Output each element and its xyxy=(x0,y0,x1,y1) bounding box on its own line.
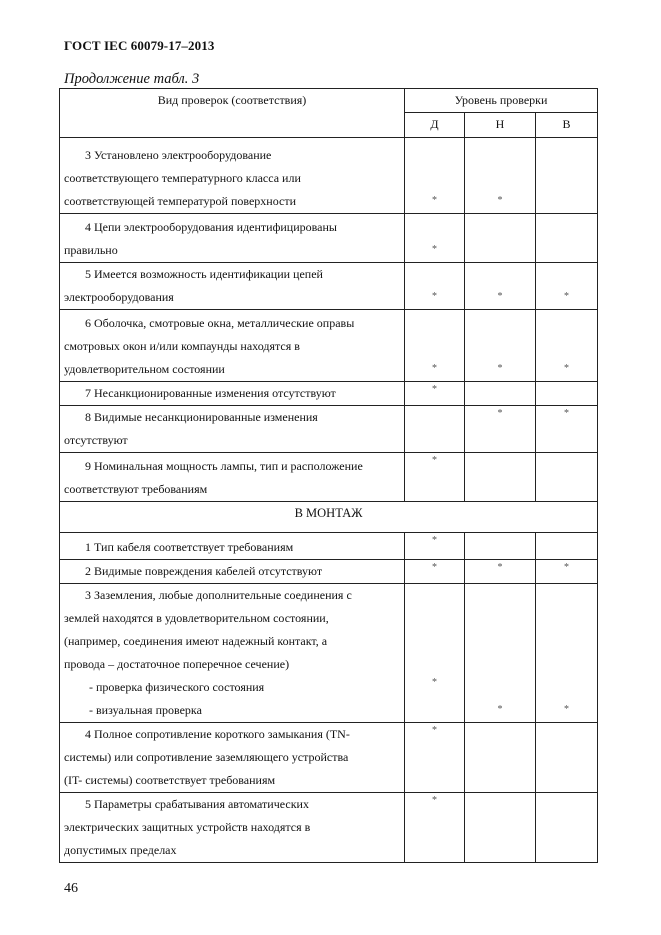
level-v-cell xyxy=(536,453,598,502)
table-row xyxy=(60,310,598,382)
level-v-cell xyxy=(536,214,598,263)
level-v-cell xyxy=(536,584,598,723)
level-v-cell xyxy=(536,310,598,382)
mark-d: * xyxy=(432,535,437,546)
check-description: 6 Оболочка, смотровые окна, металлические оправы смотровых окон и/или компаунды находятся в удовлетворительном состоянии xyxy=(60,310,405,382)
inspection-table xyxy=(59,88,598,863)
mark-d: * xyxy=(432,795,437,806)
level-n-cell xyxy=(465,310,536,382)
check-description: 9 Номинальная мощность лампы, тип и расположение соответствуют требованиям xyxy=(60,453,405,502)
table-caption: Продолжение табл. 3 xyxy=(64,71,200,87)
mark-d: * xyxy=(432,291,437,302)
check-description: 5 Параметры срабатывания автоматических электрических защитных устройств находятся в допустимых пределах xyxy=(60,793,405,863)
level-v-cell xyxy=(536,533,598,560)
table-row xyxy=(60,453,598,502)
level-n-cell xyxy=(465,214,536,263)
col-header-level: Уровень проверки xyxy=(405,89,598,113)
level-d-cell xyxy=(405,723,465,793)
level-v-cell xyxy=(536,406,598,453)
mark-d: * xyxy=(432,195,437,206)
mark-d: * xyxy=(432,562,437,573)
level-n-cell xyxy=(465,382,536,406)
level-d-cell xyxy=(405,382,465,406)
mark-d: * xyxy=(432,455,437,466)
section-row xyxy=(60,502,598,533)
mark-n: * xyxy=(497,363,503,374)
check-description: 3 Установлено электрооборудование соответствующего температурного класса или соответствующей температурой поверхности xyxy=(60,138,405,214)
check-description: 1 Тип кабеля соответствует требованиям xyxy=(60,533,405,560)
check-description: 4 Цепи электрооборудования идентифицированы правильно xyxy=(60,214,405,263)
table-row xyxy=(60,406,598,453)
mark-d: * xyxy=(432,725,437,736)
level-v-cell xyxy=(536,138,598,214)
table-row xyxy=(60,214,598,263)
mark-d: * xyxy=(432,363,437,374)
table-row xyxy=(60,138,598,214)
check-description: 8 Видимые несанкционированные изменения отсутствуют xyxy=(60,406,405,453)
mark-v: * xyxy=(564,363,569,374)
check-description: 7 Несанкционированные изменения отсутствуют xyxy=(60,382,405,406)
mark-n: * xyxy=(497,562,503,573)
table-row xyxy=(60,793,598,863)
level-d-cell xyxy=(405,533,465,560)
check-description: 3 Заземления, любые дополнительные соединения с землей находятся в удовлетворительном состоянии, (например, соединения имеют надежный контакт, а провода – достаточное поперечное сечение) - проверка физического состояния - визуальная проверка xyxy=(60,584,405,723)
level-d-cell xyxy=(405,560,465,584)
col-header-n: Н xyxy=(465,113,536,138)
col-header-d: Д xyxy=(405,113,465,138)
table-row xyxy=(60,382,598,406)
level-n-cell xyxy=(465,263,536,310)
level-n-cell xyxy=(465,453,536,502)
level-v-cell xyxy=(536,560,598,584)
level-d-cell xyxy=(405,793,465,863)
mark-n: * xyxy=(497,704,503,715)
level-d-cell xyxy=(405,453,465,502)
level-n-cell xyxy=(465,584,536,723)
level-d-cell xyxy=(405,263,465,310)
level-n-cell xyxy=(465,793,536,863)
mark-v: * xyxy=(564,291,569,302)
mark-d: * xyxy=(432,384,437,395)
level-n-cell xyxy=(465,406,536,453)
table-row xyxy=(60,263,598,310)
table-row xyxy=(60,560,598,584)
mark-n: * xyxy=(497,408,503,419)
level-d-cell xyxy=(405,214,465,263)
level-d-cell xyxy=(405,584,465,723)
check-description: 5 Имеется возможность идентификации цепей электрооборудования xyxy=(60,263,405,310)
level-v-cell xyxy=(536,723,598,793)
table-header-row xyxy=(60,89,598,113)
mark-d: * xyxy=(432,677,437,688)
table-row xyxy=(60,584,598,723)
mark-d: * xyxy=(432,244,437,255)
level-d-cell xyxy=(405,310,465,382)
level-d-cell xyxy=(405,138,465,214)
table-row xyxy=(60,533,598,560)
level-v-cell xyxy=(536,382,598,406)
level-n-cell xyxy=(465,723,536,793)
check-description: 4 Полное сопротивление короткого замыкания (TN- системы) или сопротивление заземляющего устройства (IT- системы) соответствует требованиям xyxy=(60,723,405,793)
level-n-cell xyxy=(465,533,536,560)
mark-n: * xyxy=(497,195,503,206)
mark-v: * xyxy=(564,408,569,419)
check-description: 2 Видимые повреждения кабелей отсутствуют xyxy=(60,560,405,584)
level-v-cell xyxy=(536,263,598,310)
mark-v: * xyxy=(564,562,569,573)
col-header-kind: Вид проверок (соответствия) xyxy=(60,89,405,138)
level-d-cell xyxy=(405,406,465,453)
page-number: 46 xyxy=(64,881,78,896)
level-v-cell xyxy=(536,793,598,863)
level-n-cell xyxy=(465,138,536,214)
mark-v: * xyxy=(564,704,569,715)
document-header: ГОСТ IEC 60079-17–2013 xyxy=(64,38,215,53)
level-n-cell xyxy=(465,560,536,584)
section-title: В МОНТАЖ xyxy=(60,502,598,533)
table-row xyxy=(60,723,598,793)
mark-n: * xyxy=(497,291,503,302)
col-header-v: В xyxy=(536,113,598,138)
